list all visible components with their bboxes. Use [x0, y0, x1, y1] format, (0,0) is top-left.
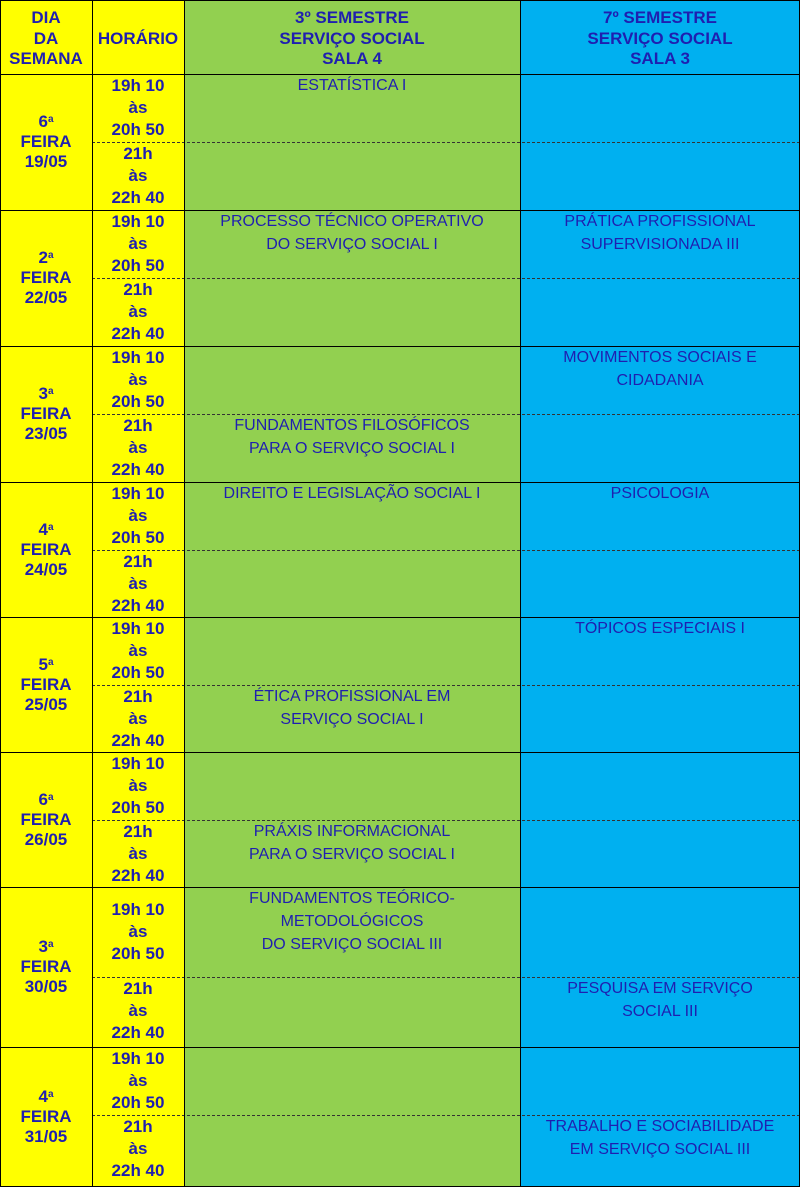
- day-date: 26/05: [24, 829, 68, 849]
- day-cell: [0, 752, 92, 887]
- time-line: 20h 50: [111, 1093, 165, 1112]
- header-day: [0, 0, 92, 74]
- time-line: às: [128, 709, 148, 728]
- time-line: 22h 40: [111, 596, 165, 615]
- slot-divider: [92, 977, 800, 978]
- header-col7-line: 7º SEMESTRE: [603, 8, 717, 27]
- class-name-line: SERVIÇO SOCIAL I: [280, 711, 424, 728]
- day-word: FEIRA: [20, 674, 72, 694]
- time-slot: [92, 752, 184, 820]
- class-name-line: DO SERVIÇO SOCIAL III: [261, 936, 443, 953]
- day-date: 19/05: [24, 152, 68, 171]
- semester-7-class: [520, 278, 800, 346]
- header-col3-line: 3º SEMESTRE: [295, 8, 409, 27]
- slot-divider: [92, 278, 800, 279]
- day-ordinal-suffix: a: [47, 250, 54, 261]
- day-ordinal-number: 3: [38, 384, 48, 403]
- semester-3-class: [184, 210, 520, 278]
- semester-3-class: [184, 752, 520, 820]
- time-line: 22h 40: [111, 1023, 165, 1042]
- semester-7-class: [520, 1047, 800, 1115]
- header-time-label: HORÁRIO: [97, 29, 179, 48]
- semester-7-class: [520, 482, 800, 550]
- time-slot: [92, 820, 184, 887]
- day-cell: [0, 346, 92, 482]
- class-name-line: CIDADANIA: [616, 372, 704, 389]
- day-cell: [0, 887, 92, 1047]
- day-word: FEIRA: [20, 404, 72, 423]
- slot-divider: [92, 142, 800, 143]
- day-ordinal-number: 6: [38, 112, 48, 131]
- semester-7-class: [520, 887, 800, 977]
- day-ordinal-number: 4: [38, 1086, 48, 1106]
- day-ordinal-suffix: a: [47, 114, 54, 125]
- day-label: [21, 1087, 72, 1147]
- semester-7-class: [520, 142, 800, 210]
- day-ordinal: [21, 1087, 72, 1107]
- semester-3-class: [184, 278, 520, 346]
- time-line: 21h: [123, 280, 153, 299]
- semester-7-class: [520, 752, 800, 820]
- day-ordinal: [21, 790, 72, 810]
- semester-3-class: [184, 887, 520, 977]
- header-col3-line: SERVIÇO SOCIAL: [279, 28, 425, 48]
- time-line: 19h 10: [111, 1049, 165, 1068]
- day-cell: [0, 1047, 92, 1186]
- grid-horizontal-line: [0, 0, 800, 1]
- semester-7-class: [520, 617, 800, 685]
- class-name-line: FUNDAMENTOS TEÓRICO-: [249, 890, 455, 907]
- header-col7-line: SALA 3: [630, 49, 690, 68]
- semester-7-class: [520, 820, 800, 887]
- day-date: 31/05: [24, 1126, 68, 1146]
- grid-horizontal-line: [0, 617, 800, 618]
- class-name-line: DIREITO E LEGISLAÇÃO SOCIAL I: [223, 485, 481, 502]
- day-cell: [0, 210, 92, 346]
- day-date: 30/05: [24, 977, 68, 996]
- time-line: 22h 40: [111, 460, 165, 479]
- semester-3-class: [184, 414, 520, 482]
- grid-horizontal-line: [0, 74, 800, 75]
- header-day-line: DIA: [31, 8, 61, 27]
- day-cell: [0, 74, 92, 210]
- class-name-line: PSICOLOGIA: [610, 485, 710, 502]
- day-ordinal-suffix: a: [47, 791, 54, 803]
- class-name-line: MOVIMENTOS SOCIAIS E: [563, 349, 757, 366]
- time-line: às: [128, 370, 148, 389]
- grid-horizontal-line: [0, 752, 800, 753]
- time-line: 20h 50: [111, 944, 165, 963]
- grid-vertical-line: [92, 0, 93, 1186]
- time-line: às: [128, 234, 148, 253]
- time-line: 20h 50: [111, 528, 165, 547]
- day-ordinal: [21, 112, 72, 132]
- semester-3-class: [184, 977, 520, 1047]
- time-slot: [92, 142, 184, 210]
- day-ordinal: [21, 937, 72, 957]
- semester-3-class: [184, 617, 520, 685]
- day-word: FEIRA: [20, 1106, 72, 1126]
- time-line: 19h 10: [111, 348, 165, 367]
- class-name-line: METODOLÓGICOS: [280, 913, 424, 930]
- time-line: às: [128, 574, 148, 593]
- day-ordinal-suffix: a: [47, 939, 54, 950]
- class-name-line: TRABALHO E SOCIABILIDADE: [545, 1118, 775, 1135]
- semester-7-class: [520, 550, 800, 617]
- class-name-line: FUNDAMENTOS FILOSÓFICOS: [234, 417, 470, 434]
- header-col3-line: SALA 4: [322, 49, 382, 68]
- class-name-line: PARA O SERVIÇO SOCIAL I: [249, 846, 455, 863]
- day-ordinal-number: 4: [38, 519, 48, 539]
- time-line: 19h 10: [111, 484, 165, 503]
- grid-horizontal-line: [0, 346, 800, 347]
- class-name-line: PROCESSO TÉCNICO OPERATIVO: [220, 213, 484, 230]
- header-day-line: SEMANA: [9, 49, 83, 68]
- day-cell: [0, 482, 92, 617]
- semester-3-class: [184, 1047, 520, 1115]
- time-line: às: [128, 776, 148, 795]
- semester-7-class: [520, 74, 800, 142]
- class-name-line: TÓPICOS ESPECIAIS I: [575, 620, 745, 637]
- day-word: FEIRA: [20, 132, 72, 151]
- time-line: às: [128, 1071, 148, 1090]
- grid-horizontal-line: [0, 1047, 800, 1048]
- time-slot: [92, 550, 184, 617]
- slot-divider: [92, 1115, 800, 1116]
- semester-7-class: [520, 346, 800, 414]
- semester-7-class: [520, 977, 800, 1047]
- header-day-line: DA: [33, 28, 59, 48]
- day-label: [21, 248, 72, 308]
- time-slot: [92, 887, 184, 977]
- time-line: às: [128, 844, 148, 863]
- time-slot: [92, 414, 184, 482]
- time-line: às: [128, 506, 148, 525]
- day-label: [21, 655, 72, 715]
- class-name-line: PRÁXIS INFORMACIONAL: [253, 823, 451, 840]
- header-time: [92, 0, 184, 74]
- day-ordinal-number: 5: [38, 654, 48, 674]
- time-line: 22h 40: [111, 866, 165, 885]
- day-word: FEIRA: [20, 539, 72, 559]
- grid-horizontal-line: [0, 210, 800, 211]
- semester-3-class: [184, 685, 520, 752]
- semester-7-class: [520, 1115, 800, 1186]
- day-date: 24/05: [24, 559, 68, 579]
- time-slot: [92, 617, 184, 685]
- time-line: 21h: [123, 1117, 153, 1136]
- time-line: 19h 10: [111, 619, 165, 638]
- time-line: 21h: [123, 822, 153, 841]
- slot-divider: [92, 685, 800, 686]
- grid-horizontal-line: [0, 887, 800, 888]
- class-name-line: PESQUISA EM SERVIÇO: [567, 980, 753, 997]
- time-line: 22h 40: [111, 731, 165, 750]
- time-line: 20h 50: [111, 120, 165, 139]
- grid-vertical-line: [520, 0, 521, 1186]
- header-col7-line: SERVIÇO SOCIAL: [587, 28, 733, 48]
- semester-3-class: [184, 142, 520, 210]
- header-semester-7: [520, 0, 800, 74]
- time-slot: [92, 346, 184, 414]
- time-slot: [92, 74, 184, 142]
- time-line: 20h 50: [111, 256, 165, 275]
- grid-vertical-line: [0, 0, 1, 1186]
- day-label: [21, 112, 72, 172]
- semester-3-class: [184, 1115, 520, 1186]
- day-ordinal: [21, 384, 72, 404]
- day-ordinal-number: 3: [38, 937, 48, 956]
- time-slot: [92, 1115, 184, 1186]
- day-ordinal-suffix: a: [47, 386, 54, 397]
- time-line: 21h: [123, 144, 153, 163]
- time-line: 21h: [123, 979, 153, 998]
- class-name-line: ÉTICA PROFISSIONAL EM: [253, 688, 451, 705]
- time-line: 21h: [123, 687, 153, 706]
- time-line: às: [128, 438, 148, 457]
- time-line: 20h 50: [111, 798, 165, 817]
- time-line: 22h 40: [111, 188, 165, 207]
- semester-3-class: [184, 74, 520, 142]
- class-name-line: DO SERVIÇO SOCIAL I: [266, 236, 438, 253]
- day-ordinal-number: 2: [38, 248, 48, 267]
- time-line: 19h 10: [111, 212, 165, 231]
- time-line: às: [128, 1139, 148, 1158]
- time-line: às: [128, 1001, 148, 1020]
- day-label: [21, 937, 72, 997]
- time-line: 22h 40: [111, 324, 165, 343]
- time-line: 19h 10: [111, 900, 165, 919]
- day-ordinal: [21, 520, 72, 540]
- time-line: 20h 50: [111, 663, 165, 682]
- grid-vertical-line: [184, 0, 185, 1186]
- grid-horizontal-line: [0, 482, 800, 483]
- slot-divider: [92, 550, 800, 551]
- day-ordinal-number: 6: [38, 789, 48, 809]
- time-line: às: [128, 922, 148, 941]
- day-word: FEIRA: [20, 957, 72, 976]
- day-label: [21, 790, 72, 850]
- semester-3-class: [184, 550, 520, 617]
- time-line: 19h 10: [111, 754, 165, 773]
- time-slot: [92, 482, 184, 550]
- semester-7-class: [520, 685, 800, 752]
- day-ordinal-suffix: a: [47, 521, 54, 533]
- time-slot: [92, 685, 184, 752]
- day-date: 23/05: [24, 424, 68, 443]
- class-name-line: PARA O SERVIÇO SOCIAL I: [249, 440, 455, 457]
- day-word: FEIRA: [20, 268, 72, 287]
- semester-7-class: [520, 210, 800, 278]
- time-line: às: [128, 302, 148, 321]
- class-name-line: SUPERVISIONADA III: [580, 236, 740, 253]
- time-line: 21h: [123, 416, 153, 435]
- day-date: 25/05: [24, 694, 68, 714]
- slot-divider: [92, 820, 800, 821]
- day-label: [21, 520, 72, 580]
- day-ordinal: [21, 248, 72, 268]
- time-line: 21h: [123, 552, 153, 571]
- time-line: 20h 50: [111, 392, 165, 411]
- class-name-line: ESTATÍSTICA I: [297, 77, 407, 94]
- day-ordinal-suffix: a: [47, 1088, 54, 1100]
- time-line: às: [128, 98, 148, 117]
- semester-3-class: [184, 346, 520, 414]
- header-semester-3: [184, 0, 520, 74]
- day-label: [21, 384, 72, 444]
- time-line: às: [128, 166, 148, 185]
- semester-3-class: [184, 820, 520, 887]
- time-slot: [92, 977, 184, 1047]
- day-ordinal-suffix: a: [47, 656, 54, 668]
- time-slot: [92, 278, 184, 346]
- time-line: 19h 10: [111, 76, 165, 95]
- time-slot: [92, 210, 184, 278]
- semester-3-class: [184, 482, 520, 550]
- semester-7-class: [520, 414, 800, 482]
- day-cell: [0, 617, 92, 752]
- time-line: 22h 40: [111, 1161, 165, 1180]
- day-date: 22/05: [24, 288, 68, 307]
- class-name-line: SOCIAL III: [622, 1003, 698, 1020]
- time-slot: [92, 1047, 184, 1115]
- slot-divider: [92, 414, 800, 415]
- class-name-line: PRÁTICA PROFISSIONAL: [564, 213, 756, 230]
- grid-horizontal-line: [0, 1186, 800, 1187]
- class-name-line: EM SERVIÇO SOCIAL III: [569, 1141, 751, 1158]
- day-word: FEIRA: [20, 809, 72, 829]
- time-line: às: [128, 641, 148, 660]
- day-ordinal: [21, 655, 72, 675]
